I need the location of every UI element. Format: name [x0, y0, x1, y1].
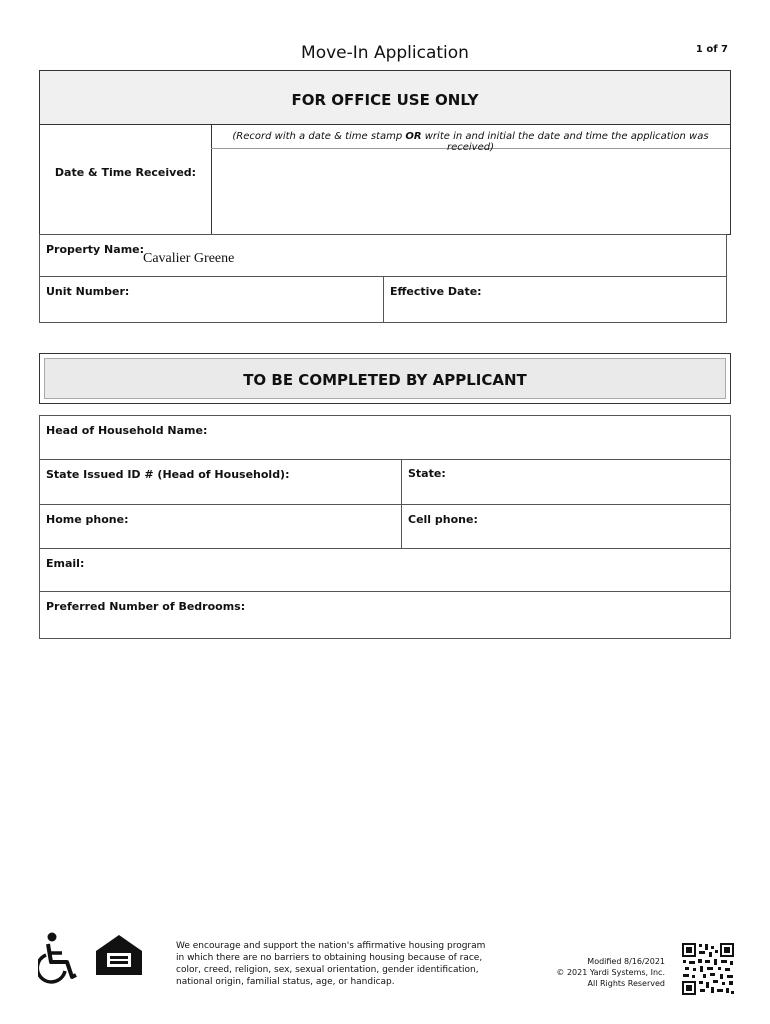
page-number: 1 of 7: [695, 44, 728, 55]
effective-date-label: Effective Date:: [390, 285, 482, 298]
head-of-household-field[interactable]: [39, 415, 731, 460]
property-name-label: Property Name:: [46, 243, 145, 256]
bedrooms-field[interactable]: [39, 591, 731, 639]
applicant-heading: TO BE COMPLETED BY APPLICANT: [44, 358, 726, 399]
bedrooms-label: Preferred Number of Bedrooms:: [46, 600, 246, 613]
cell-phone-field[interactable]: [401, 504, 731, 549]
state-field[interactable]: [401, 459, 731, 505]
page-title: Move-In Application: [301, 43, 469, 63]
date-time-instructions: [211, 124, 731, 153]
office-use-header: [39, 70, 731, 125]
home-phone-field[interactable]: [39, 504, 402, 549]
date-time-received-label: Date & Time Received:: [54, 166, 197, 179]
fair-housing-statement: We encourage and support the nation's affirmative housing program in which there are no barriers to obtaining housing because of race, color, creed, religion, sex, sexual orientation, gender identification, national origin, familial status, age, or handicap.: [176, 941, 486, 987]
applicant-section-header: [39, 353, 731, 404]
email-label: Email:: [46, 557, 85, 570]
date-time-stamp-area[interactable]: [211, 148, 731, 235]
head-of-household-label: Head of Household Name:: [46, 424, 208, 437]
state-label: State:: [408, 467, 446, 480]
footer-logos: [38, 931, 148, 991]
property-name-value: Cavalier Greene: [143, 251, 235, 266]
cell-phone-label: Cell phone:: [408, 513, 478, 526]
unit-number-label: Unit Number:: [46, 285, 130, 298]
note-suffix: write in and initial the date and time the application was received): [421, 131, 709, 153]
office-use-heading: FOR OFFICE USE ONLY: [291, 91, 479, 109]
wheelchair-accessibility-icon: [38, 933, 76, 982]
copyright-text: © 2021 Yardi Systems, Inc.: [556, 968, 665, 977]
unit-number-field[interactable]: [39, 276, 384, 323]
note-prefix: (Record with a date & time stamp: [232, 131, 406, 142]
effective-date-field[interactable]: [383, 276, 727, 323]
rights-text: All Rights Reserved: [587, 979, 665, 988]
email-field[interactable]: [39, 548, 731, 592]
state-id-label: State Issued ID # (Head of Household):: [46, 468, 290, 481]
modified-date: Modified 8/16/2021: [587, 957, 665, 966]
note-or: OR: [405, 131, 422, 142]
date-time-label-cell: [39, 124, 212, 235]
equal-housing-opportunity-icon: [96, 935, 142, 975]
modified-info: [540, 956, 665, 989]
home-phone-label: Home phone:: [46, 513, 129, 526]
qr-code-icon: [681, 942, 735, 996]
